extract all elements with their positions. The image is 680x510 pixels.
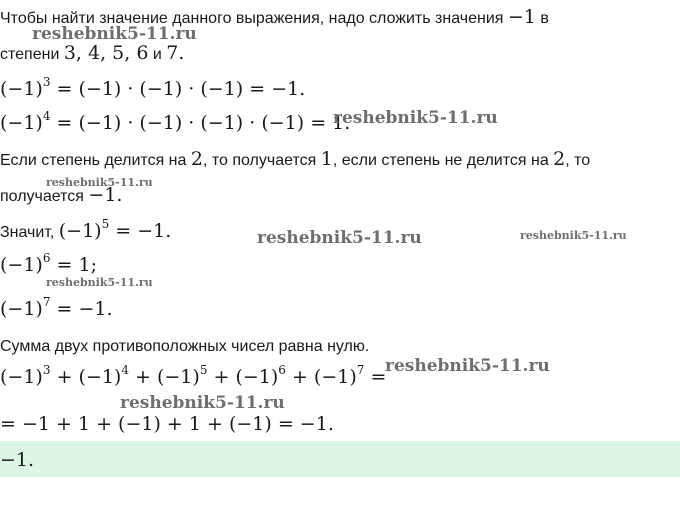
equation-power-4: $(-1)^4 = (-1) \cdot (-1) \cdot (-1) \cdot (-1) = 1$.	[0, 109, 351, 134]
watermark: reshebnik5-11.ru	[385, 356, 550, 376]
sum-result: = −1 + 1 + (−1) + 1 + (−1) = −1.	[0, 413, 334, 435]
equation-power-6: $(-1)^6 = 1$;	[0, 251, 97, 276]
intro-line-1: Чтобы найти значение данного выражения, надо сложить значения −1 в	[0, 6, 549, 28]
rule-line-1: Если степень делится на 2, то получается 1, если степень не делится на 2, то	[0, 148, 591, 170]
equation-power-3: $(-1)^3 = (-1) \cdot (-1) \cdot (-1) = -1$.	[0, 75, 306, 100]
equation-power-5: Значит, $(-1)^5 = -1$.	[0, 217, 172, 242]
watermark: reshebnik5-11.ru	[257, 228, 422, 248]
equation-power-7: $(-1)^7 = -1$.	[0, 295, 113, 320]
opposites-sentence: Сумма двух противоположных чисел равна нулю.	[0, 338, 370, 355]
watermark: reshebnik5-11.ru	[333, 108, 498, 128]
watermark: reshebnik5-11.ru	[32, 24, 197, 44]
rule-line-2: получается −1.	[0, 184, 123, 206]
watermark: reshebnik5-11.ru	[46, 176, 153, 189]
watermark: reshebnik5-11.ru	[46, 276, 153, 289]
answer-box	[0, 441, 680, 477]
watermark: reshebnik5-11.ru	[520, 229, 627, 242]
sum-expression: $(-1)^3 + (-1)^4 + (-1)^5 + (-1)^6 + (-1)^7$ =	[0, 363, 387, 388]
watermark: reshebnik5-11.ru	[120, 393, 285, 413]
intro-line-2: степени 3, 4, 5, 6 и 7.	[0, 42, 185, 64]
answer-value: −1.	[0, 449, 35, 471]
